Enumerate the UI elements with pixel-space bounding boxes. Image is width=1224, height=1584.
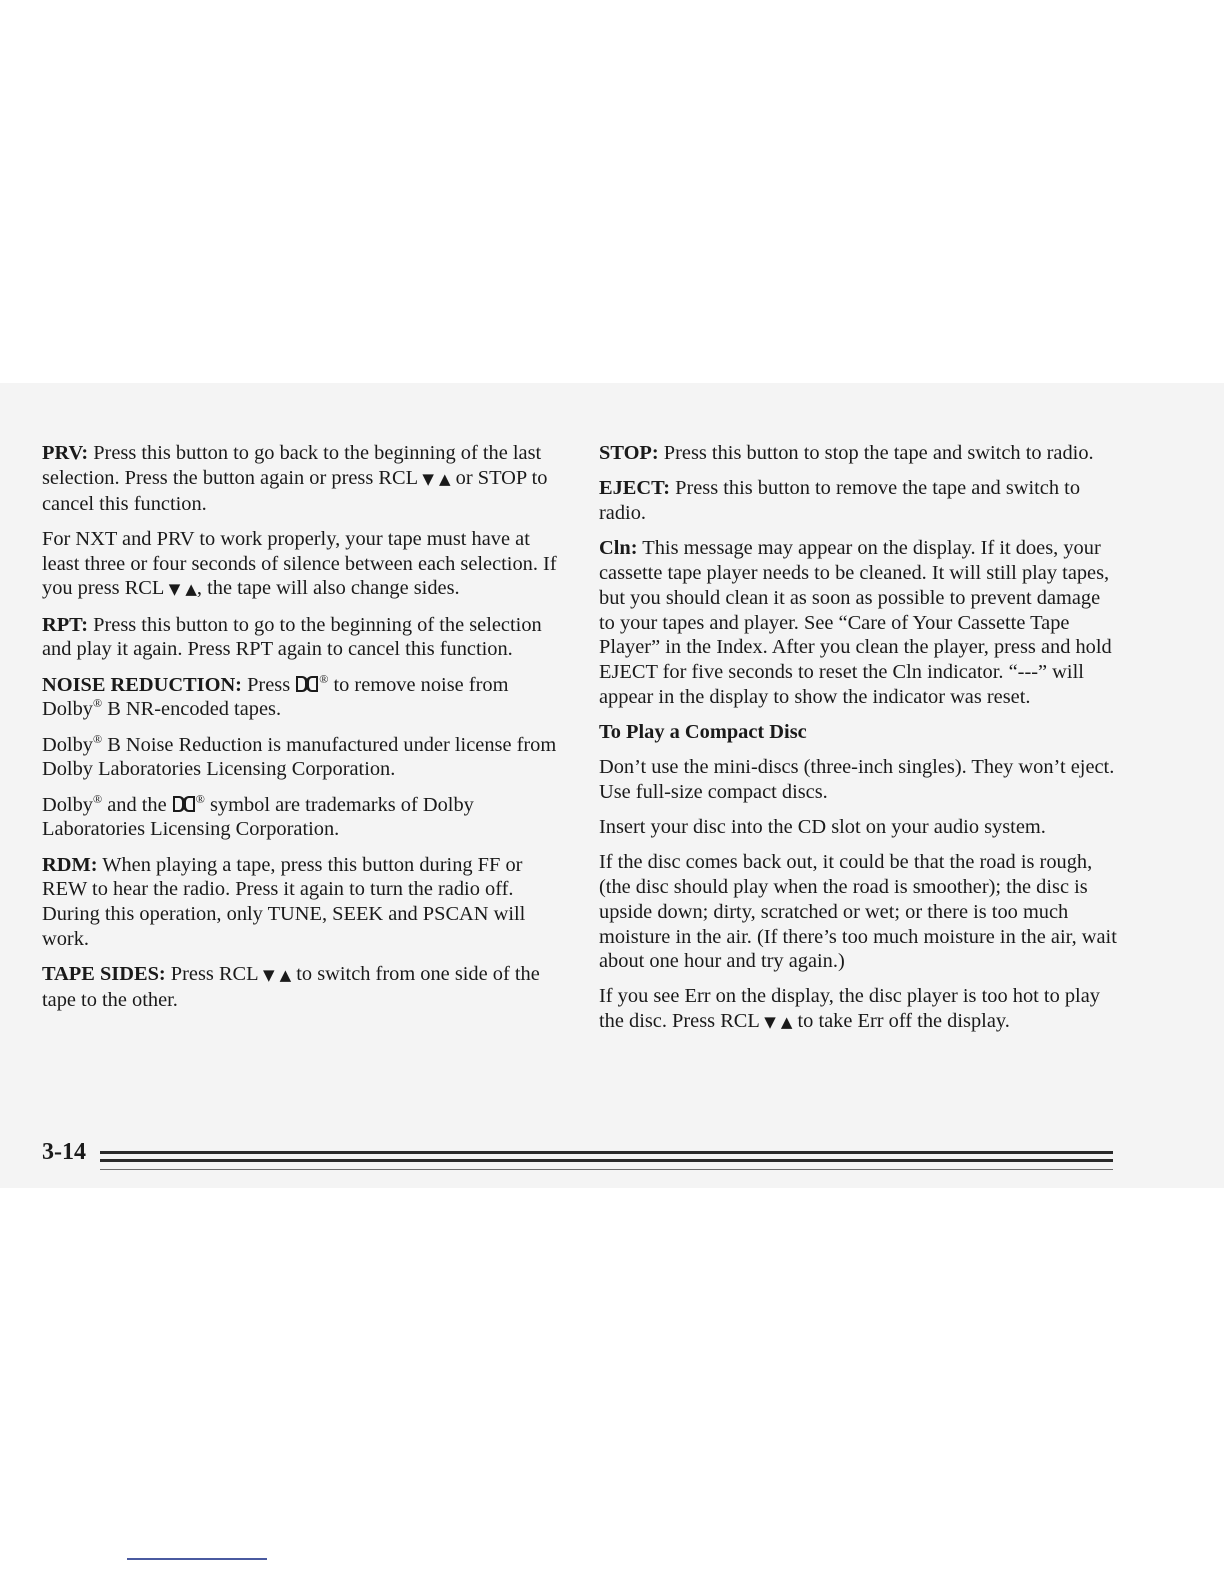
tape-sides-term: TAPE SIDES: — [42, 963, 166, 986]
bottom-divider — [127, 1558, 267, 1560]
dolby-double-d-icon — [296, 676, 318, 692]
right-column — [599, 441, 1121, 1045]
cln-term: Cln: — [599, 537, 638, 560]
prv-paragraph: PRV: Press this button to go back to the beginning of the last selection. Press the button again or press RCL ▼ ▲ or STOP to cancel this function. — [42, 442, 548, 515]
eject-paragraph: EJECT: Press this button to remove the tape and switch to radio. — [599, 477, 1081, 524]
stop-paragraph: STOP: Press this button to stop the tape and switch to radio. — [599, 442, 1094, 464]
up-triangle-icon: ▲ — [185, 580, 197, 599]
tape-sides-paragraph: TAPE SIDES: Press RCL ▼ ▲ to switch from one side of the tape to the other. — [42, 963, 540, 1011]
rpt-term: RPT: — [42, 613, 89, 636]
prv-term: PRV: — [42, 442, 89, 464]
rpt-paragraph: RPT: Press this button to go to the beginning of the selection and play it again. Press RPT again to cancel this function. — [42, 613, 542, 661]
up-triangle-icon: ▲ — [439, 469, 451, 488]
footer-rule — [100, 1169, 1113, 1170]
down-triangle-icon: ▼ — [764, 1013, 776, 1032]
rdm-paragraph: RDM: When playing a tape, press this button during FF or REW to hear the radio. Press it again to turn the radio off. During this operation, only TUNE, SEEK and PSCAN will work. — [42, 853, 526, 950]
noise-reduction-paragraph: NOISE REDUCTION: Press ® to remove noise from Dolby® B NR-encoded tapes. — [42, 671, 509, 721]
up-triangle-icon: ▲ — [279, 966, 292, 985]
up-triangle-icon: ▲ — [780, 1013, 793, 1032]
eject-term: EJECT: — [599, 477, 670, 500]
left-column — [42, 441, 562, 1023]
noise-reduction-term: NOISE REDUCTION: — [42, 673, 242, 696]
dolby-trademark-paragraph: Dolby® and the ® symbol are trademarks of Dolby Laboratories Licensing Corporation. — [42, 791, 474, 841]
compact-disc-heading: To Play a Compact Disc — [599, 721, 807, 744]
footer-rule — [100, 1159, 1113, 1162]
down-triangle-icon: ▼ — [168, 580, 181, 599]
footer-rule — [100, 1151, 1113, 1154]
page-number: 3-14 — [42, 1139, 86, 1165]
dolby-double-d-icon — [173, 796, 195, 812]
disc-ejects-paragraph: If the disc comes back out, it could be that the road is rough, (the disc should play when the road is smoother); the disc is upside down; dirty, scratched or wet; or there is too much moisture in the air. (If there’s too much moisture in the air, wait about one hour and try again.) — [599, 851, 1117, 973]
rdm-term: RDM: — [42, 853, 98, 876]
insert-disc-paragraph: Insert your disc into the CD slot on your audio system. — [599, 815, 1046, 838]
cln-paragraph: Cln: This message may appear on the display. If it does, your cassette tape player needs to be cleaned. It will still play tapes, but you should clean it as soon as possible to prevent damage to your tapes and player. See “Care of Your Cassette Tape Player” in the Index. After you clean the player, press and hold EJECT for five seconds to reset the Cln indicator. “---” will appear in the display to show the indicator was reset. — [599, 537, 1112, 708]
err-paragraph: If you see Err on the display, the disc player is too hot to play the disc. Press RCL ▼ ▲ to take Err off the display. — [599, 985, 1100, 1033]
mini-disc-paragraph: Don’t use the mini-discs (three-inch singles). They won’t eject. Use full-size compact discs. — [599, 755, 1115, 803]
nxt-prv-note-paragraph: For NXT and PRV to work properly, your tape must have at least three or four seconds of silence between each selection. If you press RCL ▼ ▲, the tape will also change sides. — [42, 527, 557, 600]
dolby-license-paragraph: Dolby® B Noise Reduction is manufactured under license from Dolby Laboratories Licensing Corporation. — [42, 731, 557, 781]
stop-term: STOP: — [599, 442, 659, 464]
down-triangle-icon: ▼ — [422, 469, 434, 488]
down-triangle-icon: ▼ — [262, 966, 275, 985]
